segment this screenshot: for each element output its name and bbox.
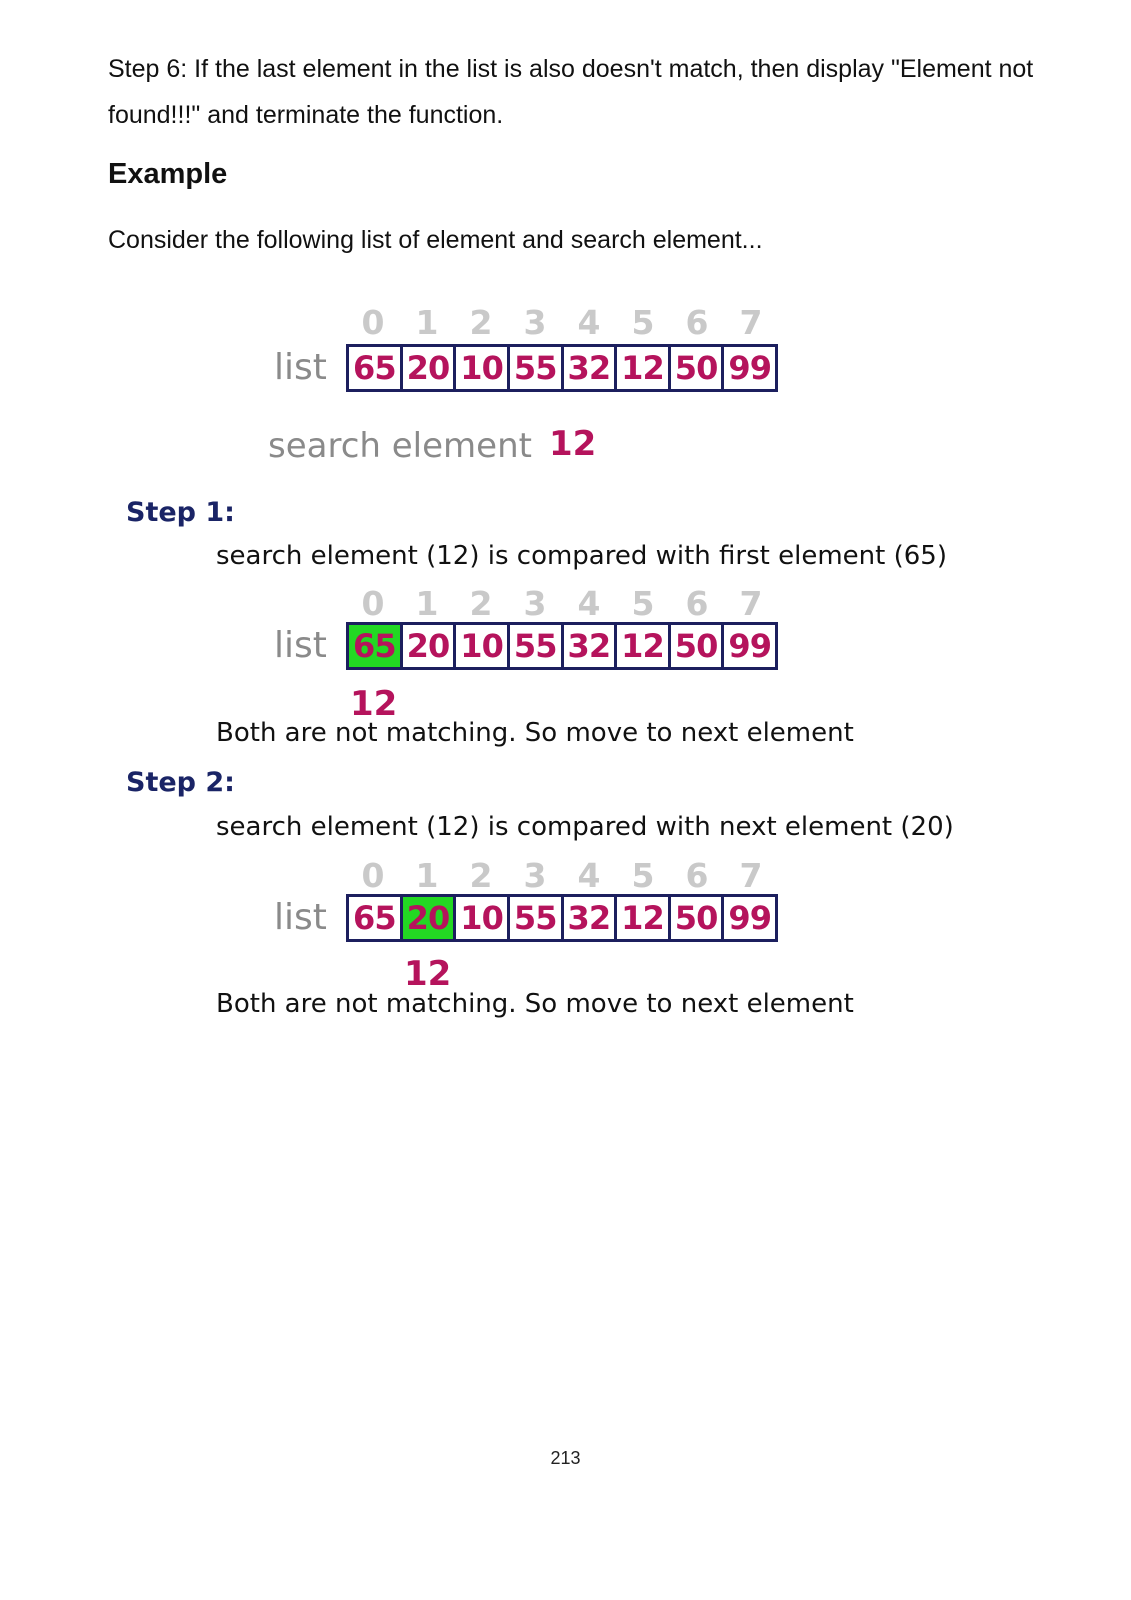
array-cell: 32 xyxy=(561,897,615,939)
array-cell: 32 xyxy=(561,347,615,389)
array-cell: 32 xyxy=(561,625,615,667)
array-cell: 65 xyxy=(353,349,396,387)
array-cell: 50 xyxy=(668,347,722,389)
index-label: 0 xyxy=(361,856,385,895)
step1-result-text: Both are not matching. So move to next element xyxy=(216,718,854,748)
array-cell: 99 xyxy=(721,897,775,939)
index-label: 7 xyxy=(739,584,763,623)
step1-search-marker: 12 xyxy=(350,684,398,724)
array-cell: 10 xyxy=(453,625,507,667)
array-cell-highlighted: 20 xyxy=(400,897,454,939)
step1-compare-text: search element (12) is compared with first element (65) xyxy=(216,541,947,571)
consider-paragraph: Consider the following list of element and search element... xyxy=(108,226,763,254)
index-label: 0 xyxy=(361,303,385,342)
index-label: 1 xyxy=(415,303,439,342)
index-label: 1 xyxy=(415,584,439,623)
index-label: 6 xyxy=(685,303,709,342)
array-cell: 10 xyxy=(453,347,507,389)
search-element-label: search element xyxy=(268,426,532,466)
index-label: 3 xyxy=(523,303,547,342)
array-cell: 50 xyxy=(668,897,722,939)
index-label: 4 xyxy=(577,856,601,895)
index-label: 5 xyxy=(631,856,655,895)
index-label: 4 xyxy=(577,584,601,623)
step1-title: Step 1: xyxy=(126,497,235,528)
index-label: 6 xyxy=(685,584,709,623)
index-label: 0 xyxy=(361,584,385,623)
index-label: 5 xyxy=(631,303,655,342)
array-cell-highlighted: 65 xyxy=(349,625,400,667)
index-label: 5 xyxy=(631,584,655,623)
list-label: list xyxy=(274,347,327,388)
step2-compare-text: search element (12) is compared with next element (20) xyxy=(216,812,954,842)
array-cell: 65 xyxy=(353,899,396,937)
index-label: 3 xyxy=(523,584,547,623)
list-label: list xyxy=(274,625,327,666)
example-heading: Example xyxy=(108,158,228,190)
list-label: list xyxy=(274,897,327,938)
index-label: 3 xyxy=(523,856,547,895)
step2-result-text: Both are not matching. So move to next element xyxy=(216,989,854,1019)
page-number: 213 xyxy=(550,1448,581,1468)
index-label: 4 xyxy=(577,303,601,342)
index-label: 7 xyxy=(739,303,763,342)
array-cell: 10 xyxy=(453,897,507,939)
index-label: 7 xyxy=(739,856,763,895)
index-label: 6 xyxy=(685,856,709,895)
array-cell: 55 xyxy=(507,347,561,389)
array-cell: 20 xyxy=(400,347,454,389)
index-label: 2 xyxy=(469,584,493,623)
array-cell: 12 xyxy=(614,347,668,389)
array-cell: 99 xyxy=(721,625,775,667)
index-label: 2 xyxy=(469,856,493,895)
index-label: 1 xyxy=(415,856,439,895)
index-label: 2 xyxy=(469,303,493,342)
array-step1 xyxy=(346,622,778,670)
array-step2 xyxy=(346,894,778,942)
step2-title: Step 2: xyxy=(126,767,235,798)
step6-paragraph: Step 6: If the last element in the list is also doesn't match, then display "Element not found!!!" and terminate the function. xyxy=(108,55,1034,129)
array-cell: 99 xyxy=(721,347,775,389)
search-element-value: 12 xyxy=(549,424,597,464)
array-cell: 12 xyxy=(614,625,668,667)
step2-search-marker: 12 xyxy=(404,954,452,994)
array-cell: 55 xyxy=(507,897,561,939)
array-cell: 55 xyxy=(507,625,561,667)
array-cell: 20 xyxy=(400,625,454,667)
array-cell: 50 xyxy=(668,625,722,667)
array-cell: 12 xyxy=(614,897,668,939)
array-initial xyxy=(346,344,778,392)
